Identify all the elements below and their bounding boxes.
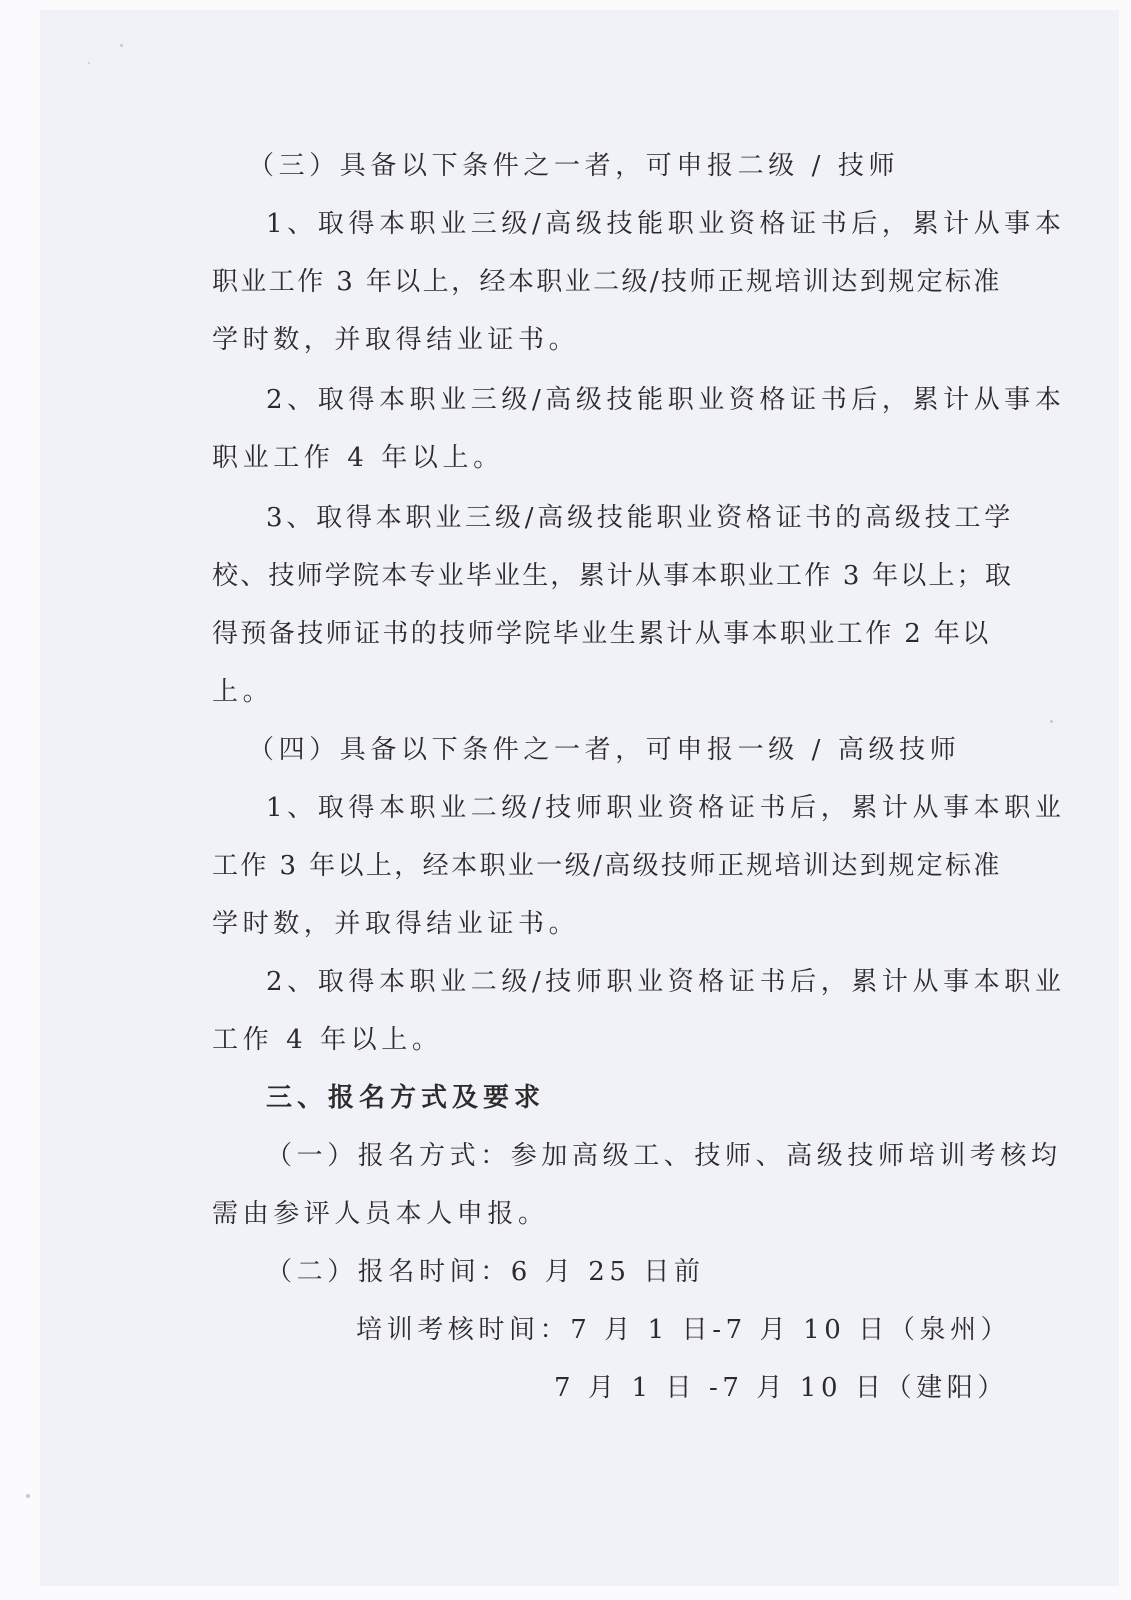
paragraph-line: 1、取得本职业三级/高级技能职业资格证书后，累计从事本 bbox=[266, 209, 1066, 239]
scan-border-top bbox=[0, 0, 1131, 10]
scan-border-right bbox=[1119, 0, 1131, 1600]
training-schedule-jianyang: 7 月 1 日 -7 月 10 日（建阳） bbox=[554, 1373, 1008, 1403]
paragraph-line: 工作 4 年以上。 bbox=[212, 1025, 443, 1055]
paragraph-line: 上。 bbox=[212, 677, 274, 707]
paragraph-line: 2、取得本职业三级/高级技能职业资格证书后，累计从事本 bbox=[266, 385, 1066, 415]
paragraph-line: 学时数，并取得结业证书。 bbox=[212, 909, 580, 939]
paragraph-line: 3、取得本职业三级/高级技能职业资格证书的高级技工学 bbox=[266, 503, 1015, 533]
scan-border-bottom bbox=[0, 1586, 1131, 1600]
scan-speck bbox=[26, 1494, 30, 1498]
paragraph-line: 2、取得本职业二级/技师职业资格证书后，累计从事本职业 bbox=[266, 967, 1066, 997]
paragraph-line: 需由参评人员本人申报。 bbox=[212, 1199, 549, 1229]
paragraph-line: 校、技师学院本专业毕业生，累计从事本职业工作 3 年以上；取 bbox=[212, 561, 1014, 591]
paragraph-line: （一）报名方式：参加高级工、技师、高级技师培训考核均 bbox=[266, 1141, 1062, 1171]
paragraph-line: 职业工作 3 年以上，经本职业二级/技师正规培训达到规定标准 bbox=[212, 267, 1002, 297]
section-heading-four: （四）具备以下条件之一者，可申报一级 / 高级技师 bbox=[248, 735, 961, 765]
paragraph-line: 1、取得本职业二级/技师职业资格证书后，累计从事本职业 bbox=[266, 793, 1066, 823]
registration-deadline: （二）报名时间：6 月 25 日前 bbox=[266, 1257, 705, 1287]
document-page bbox=[40, 10, 1119, 1586]
paragraph-line: 得预备技师证书的技师学院毕业生累计从事本职业工作 2 年以 bbox=[212, 619, 991, 649]
training-schedule-quanzhou: 培训考核时间：7 月 1 日-7 月 10 日（泉州） bbox=[356, 1315, 1012, 1345]
paragraph-line: 工作 3 年以上，经本职业一级/高级技师正规培训达到规定标准 bbox=[212, 851, 1002, 881]
section-heading-three: （三）具备以下条件之一者，可申报二级 / 技师 bbox=[248, 151, 900, 181]
paragraph-line: 职业工作 4 年以上。 bbox=[212, 443, 504, 473]
paragraph-line: 学时数，并取得结业证书。 bbox=[212, 325, 580, 355]
scan-border-left bbox=[0, 0, 40, 1600]
section-title-registration: 三、报名方式及要求 bbox=[266, 1083, 546, 1113]
